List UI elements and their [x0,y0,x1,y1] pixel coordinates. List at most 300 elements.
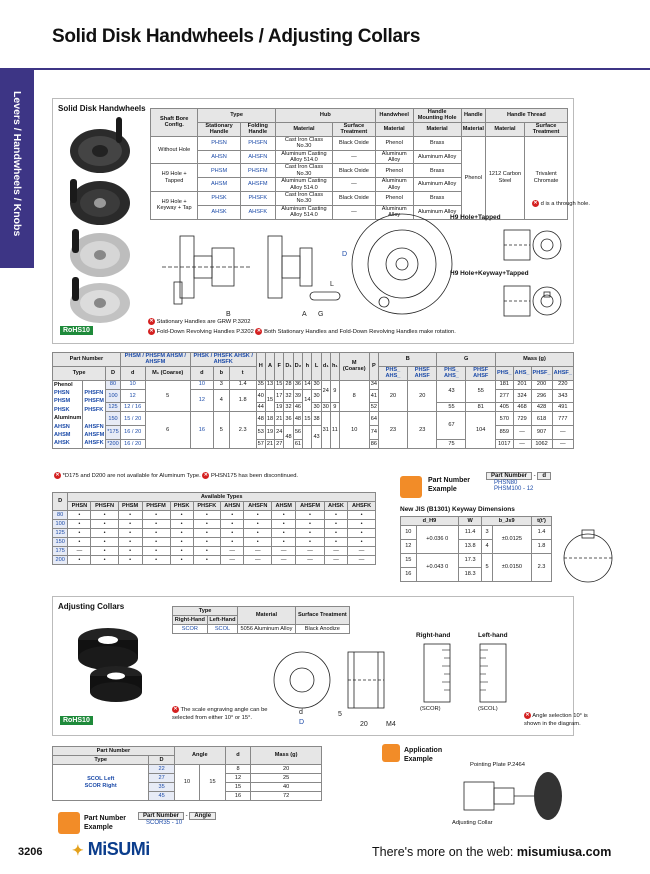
keyway-drawing [556,520,620,590]
note-text: Both Stationary Handles and Fold-Down Revolving Handles make rotation. [264,329,456,336]
cell: Black Anodize [295,625,349,634]
header-rule [34,68,650,70]
cell: 10 [190,380,213,389]
th-D: D [149,756,174,765]
cell: • [170,520,193,529]
table-row [53,389,574,403]
note-text: Stationary Handles are GRW P.3202 [156,319,251,326]
cell: 20 [407,380,437,412]
th-mass: Mass (g) [251,747,322,765]
cell: 16 / 20 [120,426,145,440]
cell: Phenol [375,164,413,178]
cell: 12 [190,389,213,412]
cell: — [348,556,376,565]
cell: 17 [275,389,284,403]
th-D: D [106,366,121,380]
cell: PHSM [198,164,240,178]
cell: • [91,547,118,556]
cell: 64 [369,412,378,426]
cell: 19 [265,426,274,440]
th-right: Right-Hand [173,616,208,625]
cell: Trivalent Chromate [525,136,568,219]
cell: 15 [200,765,226,801]
dim-M4: M4 [386,721,396,728]
cell: — [68,547,91,556]
cell [303,426,312,449]
type-label: AHSK [54,440,70,447]
cell: 14 [304,381,311,388]
cell: 5056 Aluminum Alloy [238,625,296,634]
type-label: Aluminum [54,415,82,422]
th-type: Type [53,756,149,765]
cell: • [220,520,243,529]
note-text: *D175 and D200 are not available for Aluminum Type. [62,473,201,480]
th-type: Type [53,366,106,380]
pn-example-label-2: Part Number Example [84,815,127,832]
rohs-badge-2: RoHS10 [60,716,93,725]
cell: • [324,529,347,538]
cell: • [296,520,324,529]
scale-drawing [420,642,520,706]
th-mh-material: Material [413,122,461,136]
type-cell [53,765,149,801]
cell: • [348,520,376,529]
th-left: Left-Hand [207,616,237,625]
cell: • [170,547,193,556]
availability-note [54,472,298,481]
th-hub-surface: Surface Treatment [333,122,376,136]
table-row [53,511,376,520]
cell: 35 [257,381,264,388]
cell: 86 [370,440,377,447]
cell: 570 [495,412,513,426]
x-mark-icon: ✕ [173,706,178,712]
cell: 48 [293,412,303,426]
cell: • [272,511,296,520]
cell: 200 [53,556,68,565]
cell: — [324,547,347,556]
application-icon [382,744,400,762]
note-text: PHSN175 has been discontinued. [211,473,299,480]
note-d-text: d is a through hole. [540,201,590,208]
cell: 100 [53,520,68,529]
cell: 18.3 [458,568,482,582]
type-label: AHSM [54,432,71,439]
cell: 40 [251,783,322,792]
side-tab: Levers / Handwheels / Knobs [0,68,34,268]
th-sub: AHSF_ [552,366,573,380]
cell: 104 [466,412,496,448]
cell: • [118,529,142,538]
svg-text:L: L [330,281,334,288]
note-d [532,200,590,209]
cell: — [333,178,376,192]
th-sub: PHSF AHSF [466,366,496,380]
th-partnum: Part Number [53,353,121,367]
type-label: Phenol [54,381,73,388]
th-stationary: Stationary Handle [198,122,240,136]
cell: • [272,529,296,538]
th-M: M (Coarse) [339,353,369,381]
cell: 8 [225,765,250,774]
svg-text:B: B [226,311,231,318]
cell: 1.8 [229,389,256,412]
table-row [173,625,350,634]
cell: 43 [312,426,321,449]
logo-text: MiSUMi [87,839,150,859]
cell: 3 [213,380,229,389]
photo-2 [70,179,130,225]
th-thread-material: Material [485,122,524,136]
cell: 30 [313,404,320,411]
cell: 20 [378,380,407,412]
th-group1: PHSM / PHSFM AHSM / AHSFM [120,353,190,367]
cell: 40 [256,389,265,403]
cell: H9 Hole + Keyway + Tap [151,192,198,220]
pn-example-2: Part Number - Angle SCOR35 - 10 [138,812,216,826]
cell: 343 [552,389,573,403]
th-avail-col: PHSN [68,502,91,511]
type-label: PHSFM [84,398,104,405]
cell: 16 [190,412,213,448]
stationary-note [148,318,251,327]
th-avail-col: PHSFK [193,502,220,511]
cell: 34 [370,381,377,388]
type-label: SCOR Right [84,782,117,789]
cell: *175 [106,426,121,440]
cell: 11 [330,412,339,448]
cell: 618 [531,412,552,426]
cell: • [193,538,220,547]
type-label: PHSFN [84,390,104,397]
page-title: Solid Disk Handwheels / Adjusting Collars [52,26,421,47]
cell: — [552,439,573,448]
table-row [53,412,574,426]
cell: 74 [369,426,378,440]
cell: Aluminum Alloy [413,205,461,219]
label-scol: (SCOL) [478,706,498,712]
cell: — [220,547,243,556]
th-D1: D₁ [284,353,293,381]
cell: SCOR [173,625,208,634]
table-row [53,529,376,538]
cell: • [91,511,118,520]
cell: 13 [266,381,274,388]
cell: 9 [330,380,339,403]
cell: Brass [413,164,461,178]
cell: 19 [276,404,283,411]
cell: 81 [466,403,496,412]
collar-drawing [262,640,402,736]
web-link[interactable]: misumiusa.com [516,845,612,859]
cell: • [118,520,142,529]
dimension-table [52,352,574,449]
cell: Aluminum Alloy [413,178,461,192]
th-dK: d [190,366,213,380]
cell: • [244,520,272,529]
x-mark-icon: ✕ [149,328,154,334]
th-hw-material: Material [375,122,413,136]
cell: 36 [294,381,302,388]
table-row [151,136,568,150]
cell: 15 [276,381,283,388]
th-avail-col: PHSFM [142,502,170,511]
cell: Cast Iron Class No.30 [275,164,332,178]
cell: 491 [552,403,573,412]
type-label: AHSN [54,423,70,430]
cell: 12 [401,540,417,554]
svg-text:G: G [318,311,324,318]
dim-5: 5 [338,711,342,718]
th-hub-material: Material [275,122,332,136]
cell: • [220,529,243,538]
th-handle-material: Material [461,122,485,136]
cell: 1017 [495,439,513,448]
cell: • [193,529,220,538]
cell: 30 [322,404,329,411]
collar-type-table [172,606,350,634]
type-label: PHSN [54,390,70,397]
cell: • [142,556,170,565]
cell: 67 [437,412,466,439]
cell: 20 [251,765,322,774]
cell: • [348,511,376,520]
cell: 5 [213,412,229,448]
label-left-hand: Left-hand [478,632,508,639]
cell: — [272,547,296,556]
cell: Aluminum Alloy [413,150,461,164]
cell: • [118,547,142,556]
cell: 15 / 20 [120,412,145,426]
cell: 777 [552,412,573,426]
photo-3 [70,229,130,277]
cell: • [118,556,142,565]
cell: 15 [265,389,274,412]
th-mount: Handle Mounting Hole [413,109,461,123]
cell: AHSFM [240,178,275,192]
cell: 48 [256,412,265,426]
table-row [53,426,574,440]
th-d1: d₁ [321,353,330,381]
cell: 17.3 [458,554,482,568]
cell: 5 [482,554,492,582]
cell: • [68,556,91,565]
th-M1: M₁ (Coarse) [145,366,190,380]
type-f-cell [83,380,106,448]
cell: ±0.0150 [492,554,531,582]
cell: • [244,529,272,538]
th-avail-col: PHSFN [91,502,118,511]
cell: 100 [106,389,121,403]
cell: ±0.0125 [492,526,531,554]
pn-val: 12 [526,486,534,492]
cell: Black Oxide [333,136,376,150]
x-mark-icon: ✕ [149,318,154,324]
cell: • [170,529,193,538]
cell: — [552,426,573,440]
label-scor: (SCOR) [420,706,441,712]
cell: • [170,538,193,547]
keyway-title: New JIS (B1301) Keyway Dimensions [400,506,515,513]
cell: 53 [256,426,265,440]
cell: 44 [257,404,264,411]
th-H: H [256,353,265,381]
cell: • [91,529,118,538]
table-row [53,556,376,565]
collar-dim-table [52,746,322,801]
cell: 72 [251,792,322,801]
cell: 13.8 [458,540,482,554]
part-number-icon [400,476,422,498]
cell: Aluminum Casting Alloy 514.0 [275,150,332,164]
keyway-table [400,516,552,582]
cell: — [220,556,243,565]
cell: 10 [174,765,200,801]
note-text: Fold-Down Revolving Handles P.3202 [156,329,254,336]
th-dM: d [120,366,145,380]
type-label: AHSFK [84,440,104,447]
cell: 22 [149,765,174,774]
th-h1: h₁ [330,353,339,381]
cell: 61 [294,440,302,447]
label-tapped: H9 Hole+Tapped [450,214,501,221]
cell: Aluminum Alloy [375,178,413,192]
th-thread-surface: Surface Treatment [525,122,568,136]
angle-header: Angle [189,812,216,820]
cell: 468 [513,403,531,412]
cell: 23 [378,412,407,448]
cell: 21 [275,412,284,426]
cell: • [142,520,170,529]
cell: — [324,556,347,565]
cell: — [244,547,272,556]
th-handwheel: Handwheel [375,109,413,123]
th-angle: Angle [174,747,225,765]
cell: 1.8 [532,540,552,554]
cell: AHSFK [240,205,275,219]
cell: 52 [370,404,377,411]
cell: PHSK [198,192,240,206]
cell: Phenol [375,136,413,150]
type-label: PHSK [54,406,70,413]
cell: • [324,538,347,547]
th-avail-col: AHSK [324,502,347,511]
application-drawing [460,768,570,828]
th-avail-col: AHSN [220,502,243,511]
th-D2: D₂ [293,353,303,381]
cell: 32 [285,404,292,411]
cell: 428 [531,403,552,412]
cell: 1062 [531,439,552,448]
cell: • [296,538,324,547]
cell: 23 [407,412,437,448]
type-label: AHSFN [84,423,104,430]
cell: 30 [312,389,321,403]
cell: • [296,511,324,520]
pn-line2: PHSM100 [494,486,522,492]
cell: Cast Iron Class No.30 [275,136,332,150]
cell: 859 [495,426,513,440]
note-text: Angle selection 10° is shown in the diagram. [524,713,588,727]
cell: AHSK [198,205,240,219]
cell: 3 [482,526,492,540]
x-mark-icon: ✕ [525,712,530,718]
th-avail-col: AHSFM [296,502,324,511]
cell: 15 [303,412,312,426]
cell: Black Oxide [333,192,376,206]
cell: 41 [369,389,378,403]
cell: AHSFN [240,150,275,164]
cell: 48 [284,426,293,449]
th-thread: Handle Thread [485,109,567,123]
cell: 200 [531,380,552,389]
cell: • [68,511,91,520]
cell: 25 [251,774,322,783]
cell: 39 [293,389,303,403]
cell: 55 [466,380,496,403]
cell: • [324,511,347,520]
cell: — [296,547,324,556]
cell: Phenol [375,192,413,206]
cell: 43 [437,380,466,403]
cell: 56 [293,426,303,440]
th-t: t(t') [532,517,552,526]
pn-sep: - [523,486,526,492]
cell: Brass [413,136,461,150]
th-sub: PHS_ AHS_ [378,366,407,380]
note-text: The scale engraving angle can be selected from either 10° or 15°. [172,707,268,721]
cell: 30 [313,381,320,388]
th-avail-col: AHSFN [244,502,272,511]
x-mark-icon: ✕ [533,200,538,206]
cell: 220 [552,380,573,389]
cell: 175 [53,547,68,556]
th-folding: Folding Handle [240,122,275,136]
cell: • [272,538,296,547]
th-hub: Hub [275,109,375,123]
cell: SCOL [207,625,237,634]
th-sub: PHS_ [495,366,513,380]
pn-line1: PHSN80 [494,480,518,486]
cell: 2.3 [532,554,552,582]
adjusting-collar-label: Adjusting Collar [452,820,493,826]
cell: — [296,556,324,565]
folddown-note [148,328,456,337]
th-B: B [378,353,437,367]
cell: 150 [53,538,68,547]
cell: • [170,556,193,565]
cell: • [220,511,243,520]
cell: 2.3 [229,412,256,448]
cell: 16 [225,792,250,801]
cell: 125 [53,529,68,538]
th-group2: PHSK / PHSFK AHSK / AHSFK [190,353,256,367]
cell: • [118,511,142,520]
cell: • [118,538,142,547]
cell: • [193,520,220,529]
pointing-plate-label: Pointing Plate P.2464 [470,762,526,768]
cell: • [142,511,170,520]
cell: 324 [513,389,531,403]
cell: 31 [321,412,330,448]
cell: — [513,426,531,440]
cell: 28 [285,381,292,388]
x-mark-icon: ✕ [256,328,262,334]
table-row [401,526,552,540]
cell: 45 [149,792,174,801]
pn-value: SCOR35 [146,820,171,826]
cell: • [193,547,220,556]
